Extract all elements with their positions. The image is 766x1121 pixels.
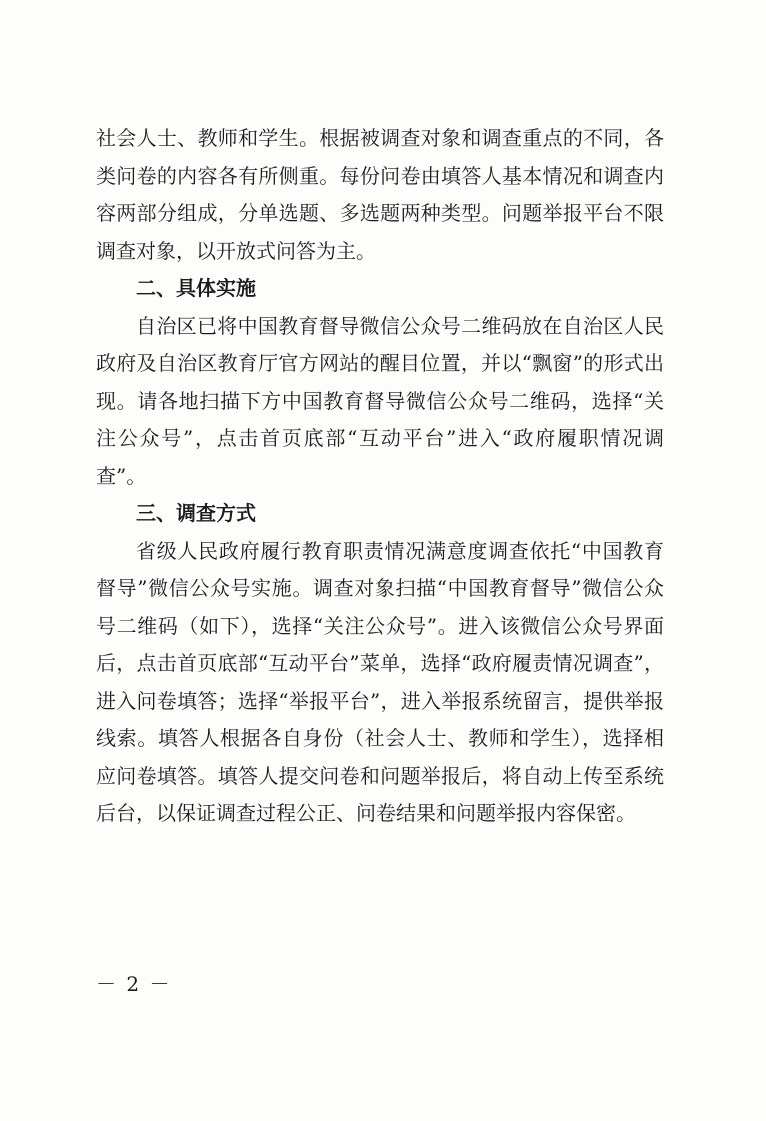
- document-body: [96, 120, 664, 833]
- paragraph-implementation: 自治区已将中国教育督导微信公众号二维码放在自治区人民政府及自治区教育厅官方网站的醒目位置，并以“飘窗”的形式出现。请各地扫描下方中国教育督导微信公众号二维码，选择“关注公众号”，点击首页底部“互动平台”进入“政府履职情况调查”。: [96, 313, 664, 488]
- section-heading-implementation: 二、具体实施: [136, 276, 256, 300]
- paragraph-survey-types: 社会人士、教师和学生。根据被调查对象和调查重点的不同，各类问卷的内容各有所侧重。每份问卷由填答人基本情况和调查内容两部分组成，分单选题、多选题两种类型。问题举报平台不限调查对象，以开放式问答为主。: [96, 126, 664, 263]
- paragraph-survey-method: 省级人民政府履行教育职责情况满意度调查依托“中国教育督导”微信公众号实施。调查对象扫描“中国教育督导”微信公众号二维码（如下），选择“关注公众号”。进入该微信公众号界面后，点击首页底部“互动平台”菜单，选择“政府履责情况调查”，进入问卷填答；选择“举报平台”，进入举报系统留言，提供举报线索。填答人根据各自身份（社会人士、教师和学生），选择相应问卷填答。填答人提交问卷和问题举报后，将自动上传至系统后台，以保证调查过程公正、问卷结果和问题举报内容保密。: [96, 538, 664, 825]
- section-heading-survey-method: 三、调查方式: [136, 501, 256, 525]
- page-number: － 2 －: [96, 972, 172, 996]
